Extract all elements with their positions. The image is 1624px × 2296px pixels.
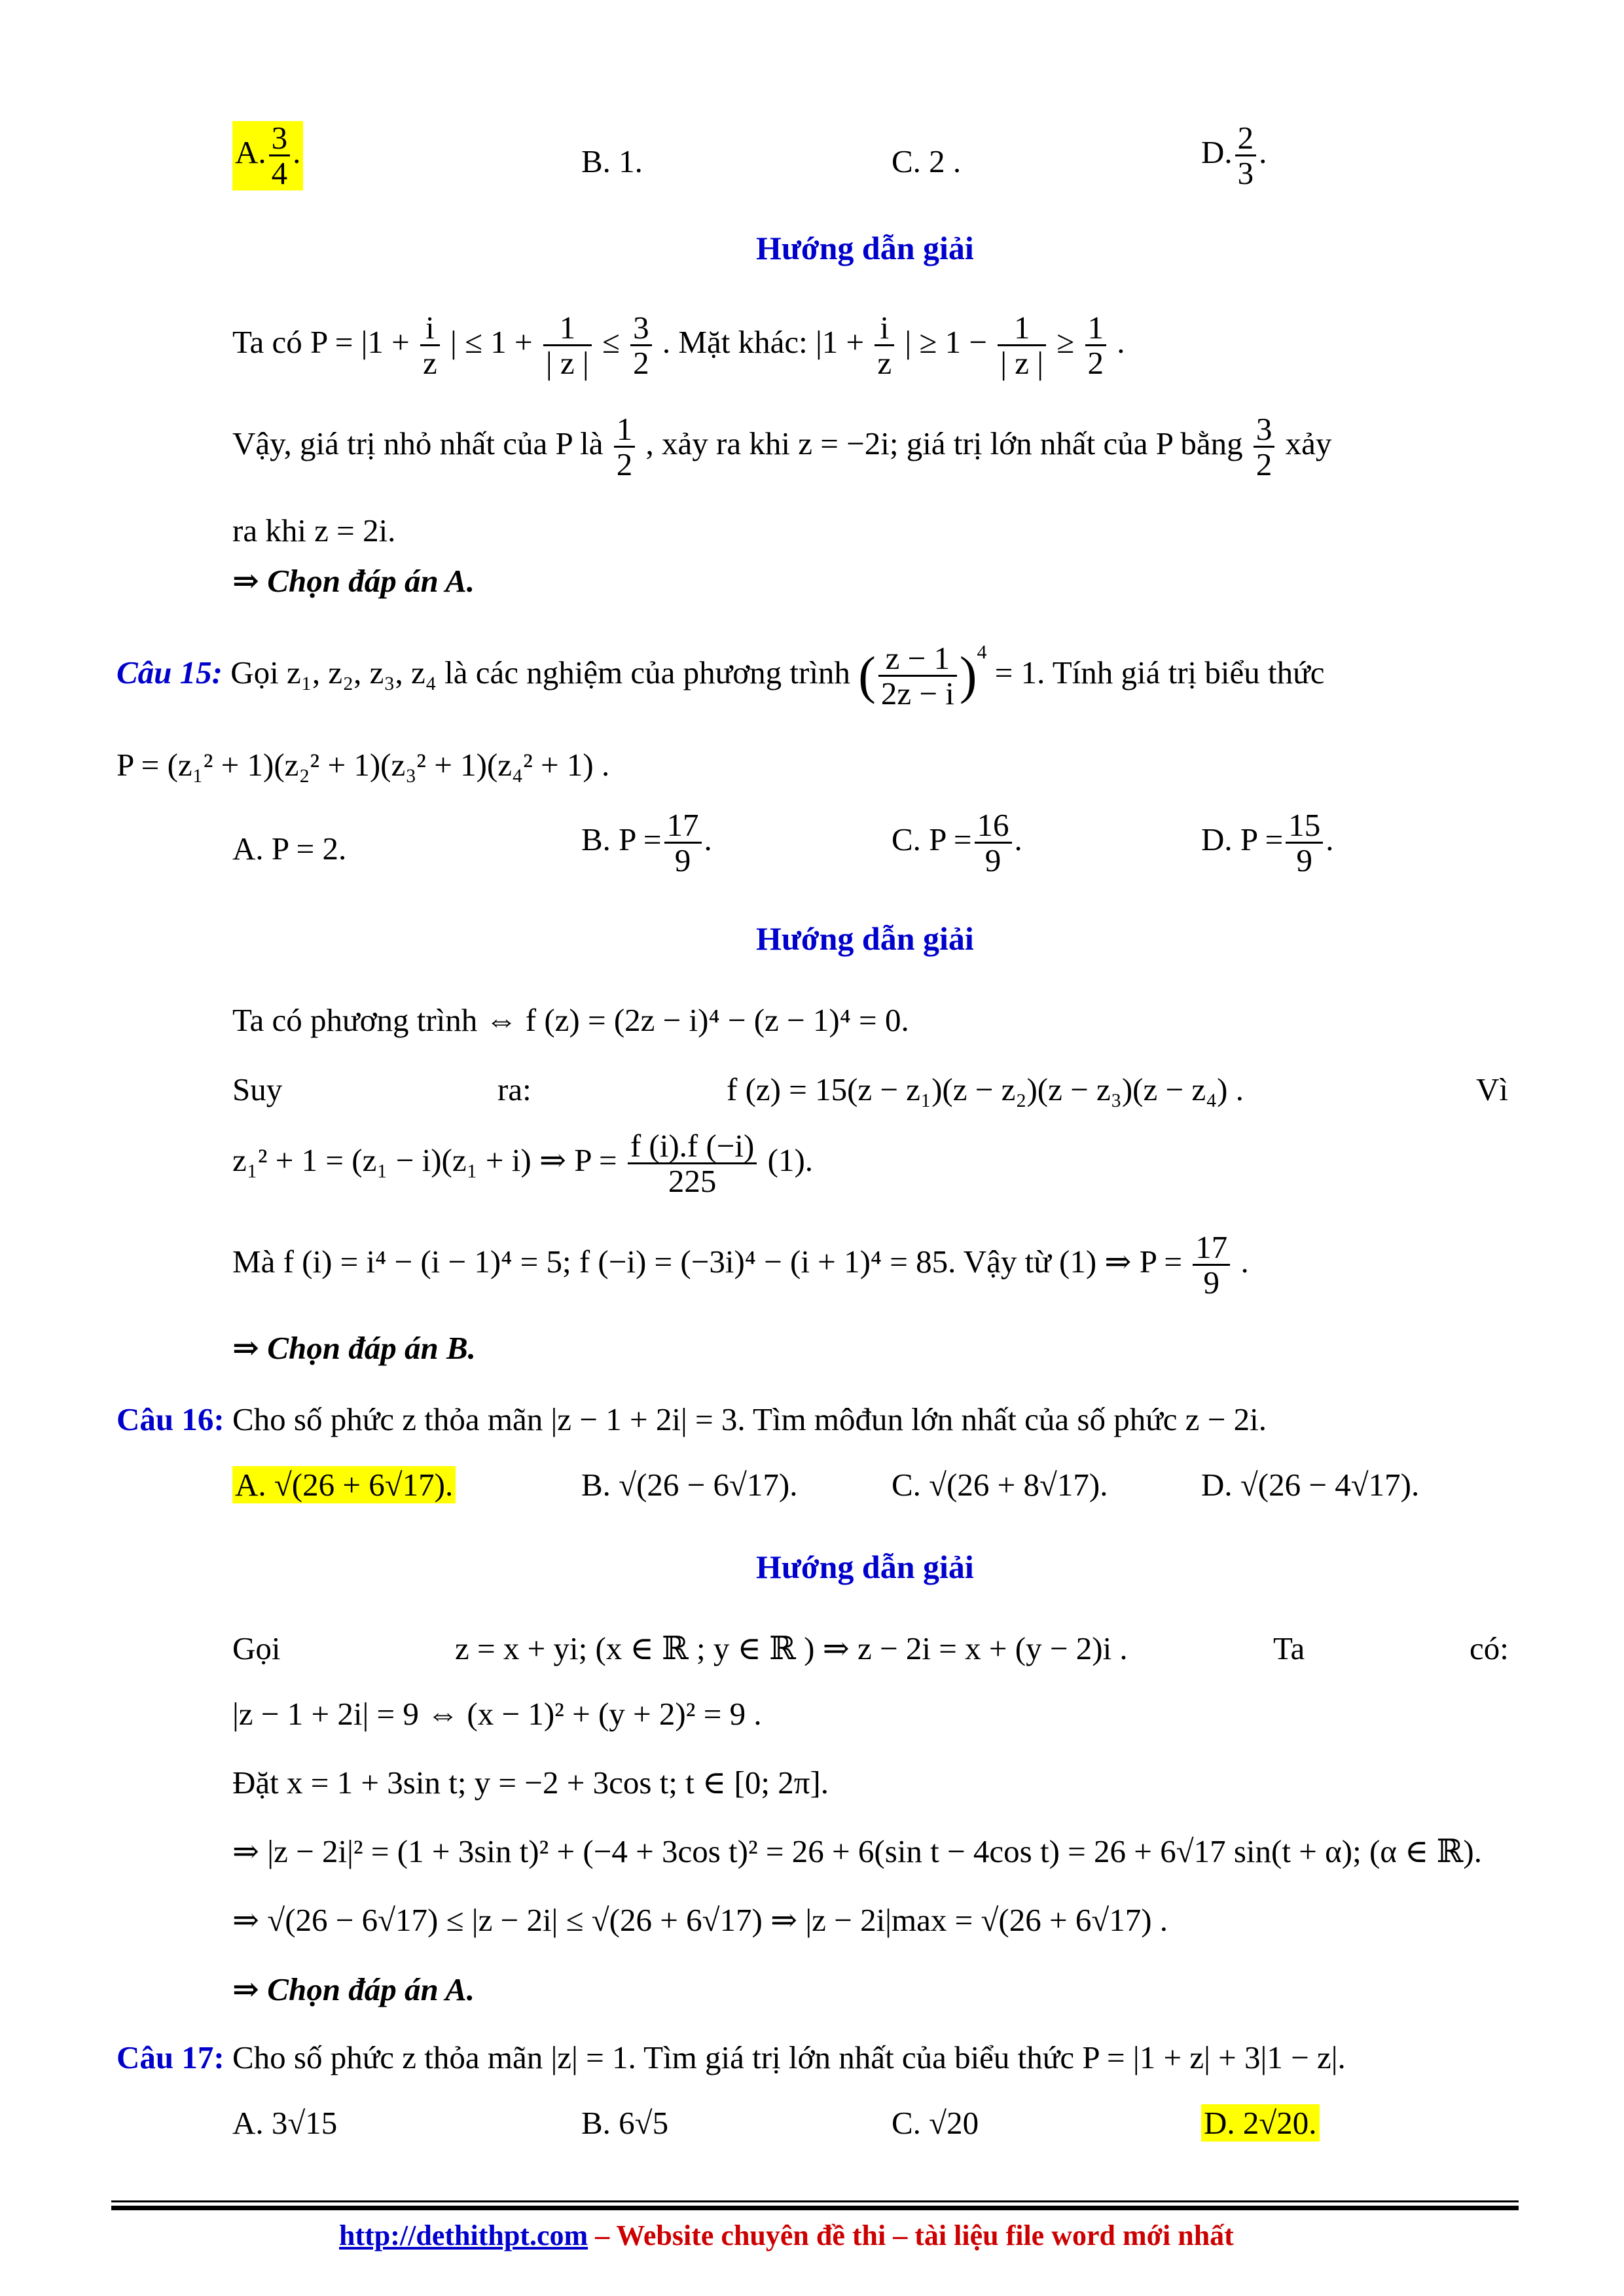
q16-option-c: C. √(26 + 8√17). [892, 1467, 1108, 1503]
q16-solution-line-1b: z = x + yi; (x ∈ ℝ ; y ∈ ℝ ) ⇒ z − 2i = x + (y − 2)i . [455, 1630, 1128, 1666]
q14-solution-line-2: Vậy, giá trị nhỏ nhất của P là $\frac{1}{2}$ , xảy ra khi z = −2i; giá trị lớn nhất của P bằng $\frac{3}{2}$ xảy [232, 411, 1332, 483]
q15-solution-line-4: Mà f (i) = i⁴ − (i − 1)⁴ = 5; f (−i) = (−3i)⁴ − (i + 1)⁴ = 85. Vậy từ (1) ⇒ P = $\frac{17}{9}$ . [232, 1229, 1249, 1301]
q16-label: Câu 16: [117, 1401, 225, 1437]
q16-option-a: A. √(26 + 6√17). [232, 1466, 456, 1503]
q16-solution-line-3: Đặt x = 1 + 3sin t; y = −2 + 3cos t; t ∈ [0; 2π]. [232, 1765, 829, 1801]
q15-option-b: B. P = $\frac{17}{9}$ . [581, 807, 712, 879]
q16-solution-line-4: ⇒ |z − 2i|² = (1 + 3sin t)² + (−4 + 3cos t)² = 26 + 6(sin t − 4cos t) = 26 + 6√17 sin(t + α); (α ∈ ℝ). [232, 1833, 1482, 1869]
q17-question: Câu 17: Cho số phức z thỏa mãn |z| = 1. Tìm giá trị lớn nhất của biểu thức P = |1 + z| + 3|1 − z|. [117, 2039, 1346, 2075]
q15-option-c: C. P = $\frac{16}{9}$ . [892, 807, 1022, 879]
q14-solution-line-3: ra khi z = 2i. [232, 512, 396, 548]
q14-option-c: C. 2 . [892, 143, 962, 179]
q15-solution-line-2a: Suy [232, 1071, 283, 1107]
q16-solution-line-1a: Gọi [232, 1630, 281, 1666]
q16-question: Câu 16: Cho số phức z thỏa mãn |z − 1 + 2i| = 3. Tìm môđun lớn nhất của số phức z − 2i. [117, 1401, 1267, 1437]
q15-solution-line-2b: ra: [497, 1071, 532, 1107]
q16-option-d: D. √(26 − 4√17). [1201, 1467, 1420, 1503]
footer-divider-thick [111, 2206, 1519, 2210]
q16-solution-line-5: ⇒ √(26 − 6√17) ≤ |z − 2i| ≤ √(26 + 6√17) ⇒ |z − 2i|max = √(26 + 6√17) . [232, 1902, 1168, 1938]
q17-option-c: C. √20 [892, 2105, 979, 2141]
q15-solution-line-3: z₁² + 1 = (z₁ − i)(z₁ + i) ⇒ P = $\frac{f (i).f (-i)}{225}$ (1). [232, 1128, 814, 1200]
q16-solution-line-1c: Ta [1273, 1630, 1305, 1666]
q15-label: Câu 15: [117, 655, 223, 691]
q14-option-b: B. 1. [581, 143, 643, 179]
q16-option-b: B. √(26 − 6√17). [581, 1467, 798, 1503]
q14-solution-line-1: Ta có P = |1 + $\frac{i}{z}$ | ≤ 1 + $\frac{1}{| z |}$ ≤ $\frac{3}{2}$ . Mặt khác: |1 + $\frac{i}{z}$ | ≥ 1 − $\frac{1}{| z |}$ ≥ $\frac{1}{2}$ . [232, 310, 1125, 382]
q14-solution-heading: Hướng dẫn giải [756, 230, 974, 266]
q16-answer: ⇒ Chọn đáp án A. [232, 1971, 475, 2007]
footer-divider-thin [111, 2200, 1519, 2202]
footer [339, 2219, 1234, 2252]
q15-solution-line-1: Ta có phương trình ⇔ f (z) = (2z − i)⁴ − (z − 1)⁴ = 0. [232, 1002, 909, 1038]
q15-solution-heading: Hướng dẫn giải [756, 920, 974, 957]
q16-solution-line-1d: có: [1470, 1630, 1509, 1666]
q17-option-b: B. 6√5 [581, 2105, 669, 2141]
q17-option-d: D. 2√20. [1201, 2104, 1320, 2142]
q15-option-d: D. P = $\frac{15}{9}$ . [1201, 807, 1334, 879]
q16-solution-line-2: |z − 1 + 2i| = 9 ⇔ (x − 1)² + (y + 2)² = 9 . [232, 1696, 762, 1732]
q16-solution-heading: Hướng dẫn giải [756, 1549, 974, 1585]
q14-option-a: A. $\frac{3}{4}$ . [232, 121, 303, 190]
q15-expression: P = (z₁² + 1)(z₂² + 1)(z₃² + 1)(z₄² + 1) . [117, 747, 610, 783]
q15-option-a: A. P = 2. [232, 831, 347, 867]
q15-answer: ⇒ Chọn đáp án B. [232, 1330, 476, 1366]
q15-question: Câu 15: Gọi z₁, z₂, z₃, z₄ là các nghiệm của phương trình ( $\frac{z - 1}{2z - i}$ )$^4$ = 1. Tính giá trị biểu thức [117, 640, 1325, 712]
footer-link[interactable]: http://dethithpt.com [339, 2219, 588, 2251]
q17-option-a: A. 3√15 [232, 2105, 338, 2141]
q17-label: Câu 17: [117, 2039, 225, 2075]
q15-solution-line-2d: Vì [1476, 1071, 1508, 1107]
q15-solution-line-2c: f (z) = 15(z − z₁)(z − z₂)(z − z₃)(z − z₄) . [727, 1071, 1244, 1107]
q14-answer: ⇒ Chọn đáp án A. [232, 563, 475, 599]
footer-tagline: – Website chuyên đề thi – tài liệu file word mới nhất [588, 2219, 1234, 2251]
q14-option-d: D. $\frac{2}{3}$ . [1201, 120, 1267, 192]
